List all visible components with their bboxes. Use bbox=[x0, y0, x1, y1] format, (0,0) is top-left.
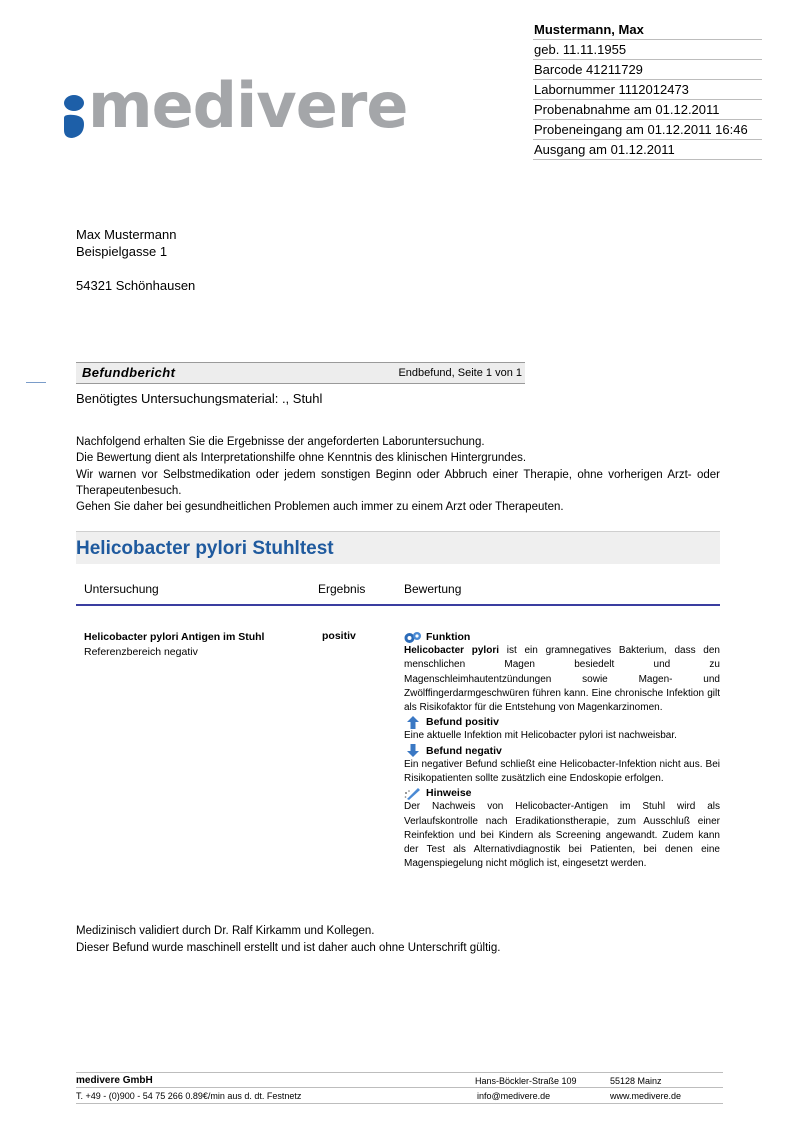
sampling-date: Probenabnahme am 01.12.2011 bbox=[533, 100, 762, 120]
address-street: Beispielgasse 1 bbox=[76, 244, 168, 259]
evaluation-cell bbox=[404, 630, 720, 871]
footer-street: Hans-Böckler-Straße 109 bbox=[475, 1076, 577, 1086]
fold-mark bbox=[26, 382, 46, 383]
report-header-bar bbox=[76, 362, 525, 384]
notes-heading-label: Hinweise bbox=[426, 787, 472, 800]
address-city: 54321 Schönhausen bbox=[76, 278, 196, 293]
report-page-info: Endbefund, Seite 1 von 1 bbox=[398, 367, 522, 379]
arrow-down-icon bbox=[404, 744, 422, 757]
test-cell bbox=[84, 630, 274, 660]
sample-material: Benötigtes Untersuchungsmaterial: ., Stuhl bbox=[76, 391, 323, 406]
col-header-test: Untersuchung bbox=[84, 582, 159, 596]
report-title: Befundbericht bbox=[82, 365, 176, 380]
recipient-address bbox=[76, 226, 195, 294]
barcode: Barcode 41211729 bbox=[533, 60, 762, 80]
footer-phone: T. +49 - (0)900 - 54 75 266 0.89€/min aus d. dt. Festnetz bbox=[76, 1091, 302, 1101]
patient-birthdate: geb. 11.11.1955 bbox=[533, 40, 762, 60]
function-heading bbox=[404, 630, 720, 644]
intro-line: Gehen Sie daher bei gesundheitlichen Problemen auch immer zu einem Arzt oder Therapeuten. bbox=[76, 501, 564, 514]
footer-city: 55128 Mainz bbox=[610, 1076, 662, 1086]
footer-rule bbox=[76, 1103, 723, 1104]
receipt-date: Probeneingang am 01.12.2011 16:46 bbox=[533, 120, 762, 140]
col-header-result: Ergebnis bbox=[318, 582, 366, 596]
section-title: Helicobacter pylori Stuhltest bbox=[76, 538, 334, 559]
negative-text: Ein negativer Befund schließt eine Helicobacter-Infektion nicht aus. Bei Risikopatienten sollte zusätzlich eine Endoskopie erfolgen. bbox=[404, 758, 720, 784]
validation-note bbox=[76, 923, 500, 956]
intro-line: Wir warnen vor Selbstmedikation oder jedem sonstigen Beginn oder Abbruch einer Therapie, ohne vorherigen Arzt- oder Therapeutenbesuch. bbox=[76, 468, 720, 497]
validation-line: Medizinisch validiert durch Dr. Ralf Kirkamm und Kollegen. bbox=[76, 925, 375, 937]
function-body: ist ein gramnegatives Bakterium, dass den menschlichen Magen besiedelt und zu Magenschleimhautentzündungen sowie Magen- und Zwölffingerdarmgeschwüren führen kann. Eine chronische Infektion gilt als Risikofaktor für die Entstehung von Magenkarzinomen. bbox=[404, 645, 720, 713]
negative-heading-label: Befund negativ bbox=[426, 744, 502, 757]
footer-website: www.medivere.de bbox=[610, 1091, 682, 1101]
gears-icon bbox=[404, 631, 422, 644]
reference-range: Referenzbereich negativ bbox=[84, 646, 198, 658]
footer-rule bbox=[76, 1072, 723, 1073]
pen-icon bbox=[404, 787, 422, 800]
intro-line: Die Bewertung dient als Interpretationshilfe ohne Kenntnis des klinischen Hintergrundes. bbox=[76, 452, 527, 465]
table-header-rule bbox=[76, 604, 720, 606]
footer-email: info@medivere.de bbox=[477, 1091, 551, 1101]
validation-line: Dieser Befund wurde maschinell erstellt und ist daher auch ohne Unterschrift gültig. bbox=[76, 941, 501, 954]
arrow-up-icon bbox=[404, 716, 422, 729]
positive-heading-label: Befund positiv bbox=[426, 716, 499, 729]
function-heading-label: Funktion bbox=[426, 631, 471, 643]
function-text bbox=[404, 644, 720, 715]
intro-text bbox=[76, 434, 720, 515]
intro-line: Nachfolgend erhalten Sie die Ergebnisse der angeforderten Laboruntersuchung. bbox=[76, 436, 485, 448]
col-header-evaluation: Bewertung bbox=[404, 582, 462, 596]
footer-rule bbox=[76, 1087, 723, 1088]
result-value: positiv bbox=[322, 630, 356, 642]
test-name: Helicobacter pylori Antigen im Stuhl bbox=[84, 631, 265, 643]
notes-text: Der Nachweis von Helicobacter-Antigen im Stuhl wird als Verlaufskontrolle nach Eradikationstherapie, zum Ausschluß einer Reinfektion und bei Kindern als Screening angewandt. Zudem kann der Test als Alternativdiagnostik bei Patienten, bei denen eine Magenspiegelung nicht möglich ist, eingesetzt werden. bbox=[404, 801, 720, 870]
logo-wordmark: medivere bbox=[88, 69, 408, 142]
section-heading-bar bbox=[76, 531, 720, 564]
logo-dots-icon bbox=[62, 94, 86, 140]
patient-name: Mustermann, Max bbox=[533, 20, 762, 40]
function-bold: Helicobacter pylori bbox=[404, 645, 499, 657]
positive-heading bbox=[404, 715, 720, 729]
notes-heading bbox=[404, 786, 720, 800]
address-name: Max Mustermann bbox=[76, 227, 177, 242]
positive-text: Eine aktuelle Infektion mit Helicobacter pylori ist nachweisbar. bbox=[404, 730, 677, 742]
footer-company: medivere GmbH bbox=[76, 1075, 153, 1086]
negative-heading bbox=[404, 744, 720, 758]
lab-number: Labornummer 1112012473 bbox=[533, 80, 762, 100]
output-date: Ausgang am 01.12.2011 bbox=[533, 140, 762, 160]
patient-info-box bbox=[533, 20, 762, 160]
